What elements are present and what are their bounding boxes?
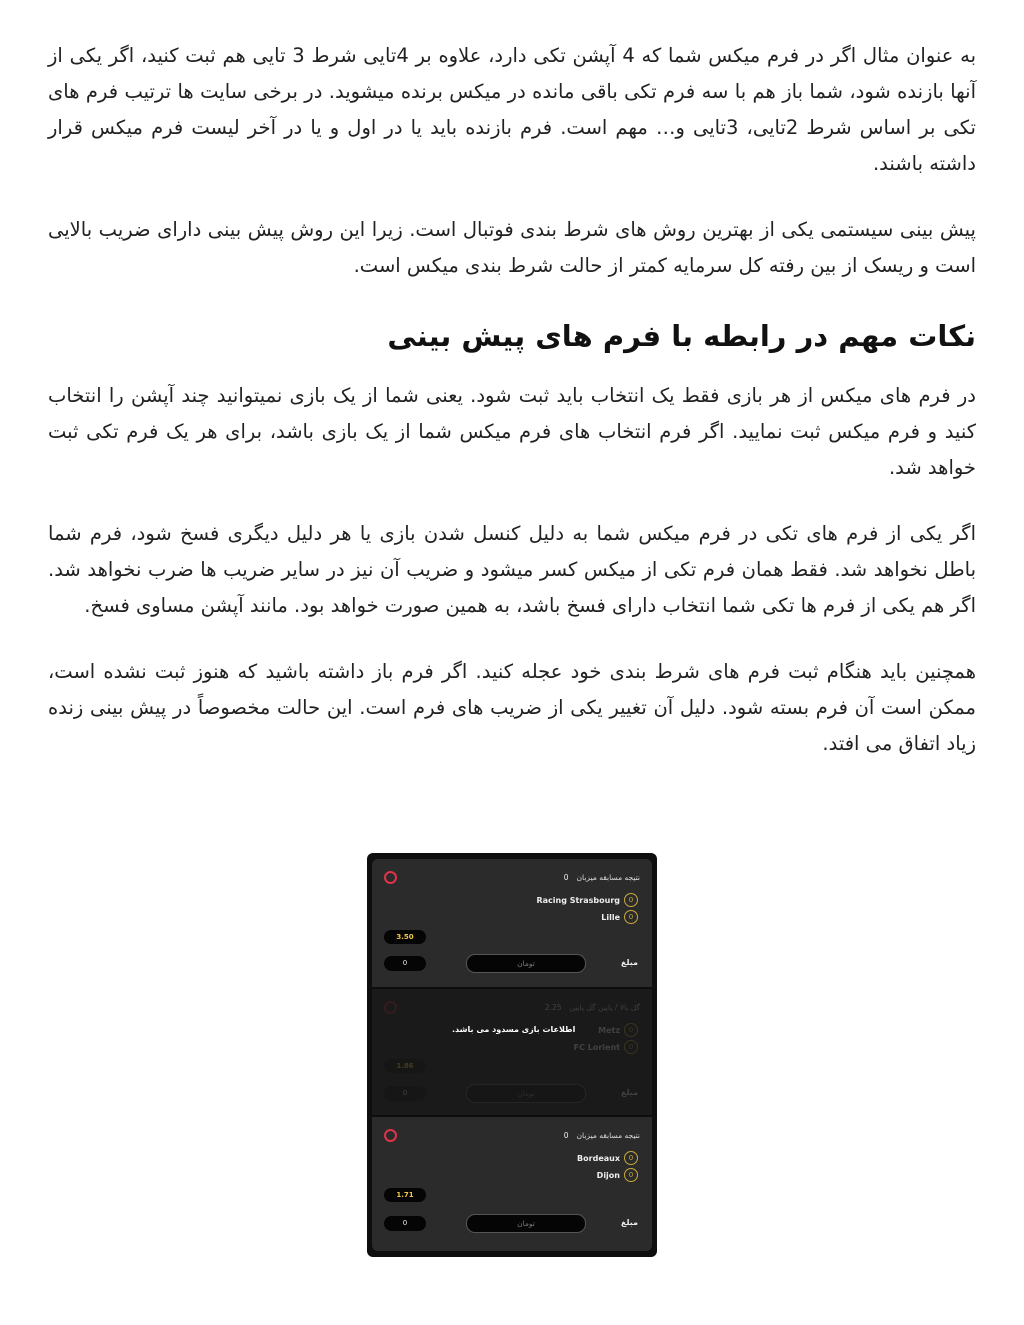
odds-badge: 1.71 xyxy=(384,1188,426,1202)
amount-label: مبلغ xyxy=(621,1218,638,1227)
paragraph-system-bet: پیش بینی سیستمی یکی از بهترین روش های شرط بندی فوتبال است. زیرا این روش پیش بینی دارای ضریب بالایی است و ریسک از بین رفته کل سرمایه کمتر از حالت شرط بندی میکس است. xyxy=(48,218,976,277)
score-badge: 0 xyxy=(624,910,638,924)
remove-icon xyxy=(384,1001,397,1014)
amount-label: مبلغ xyxy=(621,958,638,967)
team-away: Dijon 0 xyxy=(597,1168,638,1182)
betslip-screenshot xyxy=(367,853,657,1257)
remove-icon[interactable] xyxy=(384,871,397,884)
bet-card xyxy=(372,859,652,987)
amount-input[interactable]: تومان xyxy=(466,1214,586,1233)
remove-icon[interactable] xyxy=(384,1129,397,1142)
score-badge: 0 xyxy=(624,1040,638,1054)
stake-value: 0 xyxy=(384,1086,426,1101)
blocked-message: اطلاعات بازی مسدود می باشد. xyxy=(452,1025,576,1034)
odds-badge: 3.50 xyxy=(384,930,426,944)
bet-card xyxy=(372,1117,652,1251)
section-heading: نکات مهم در رابطه با فرم های پیش بینی xyxy=(387,319,976,353)
market-name: گل بالا / پایین گل پایین2.25 xyxy=(544,1003,640,1012)
stake-value: 0 xyxy=(384,1216,426,1231)
bet-card-blocked xyxy=(372,989,652,1115)
amount-input: تومان xyxy=(466,1084,586,1103)
amount-label: مبلغ xyxy=(621,1088,638,1097)
score-badge: 0 xyxy=(624,1151,638,1165)
stake-value: 0 xyxy=(384,956,426,971)
paragraph-mix-example: به عنوان مثال اگر در فرم میکس شما که 4 آپشن تکی دارد، علاوه بر 4تایی شرط 3 تایی هم ثبت کنید، اگر یکی از آنها بازنده شود، شما باز هم با سه فرم تکی باقی مانده در میکس برنده میشوید. در برخی سایت ها ترتیب فرم های تکی بر اساس شرط 2تایی، 3تایی و… مهم است. فرم بازنده باید یا در اول و یا در آخر لیست فرم میکس قرار داشته باشند. xyxy=(48,44,977,175)
amount-input[interactable]: تومان xyxy=(466,954,586,973)
score-badge: 0 xyxy=(624,1023,638,1037)
article-body xyxy=(48,38,976,792)
market-name: نتیجه مسابقه میزبان0 xyxy=(563,1131,640,1140)
market-name: نتیجه مسابقه میزبان0 xyxy=(563,873,640,882)
score-badge: 0 xyxy=(624,893,638,907)
score-badge: 0 xyxy=(624,1168,638,1182)
team-home: Metz 0 xyxy=(598,1023,638,1037)
odds-badge: 1.86 xyxy=(384,1059,426,1073)
team-home: Racing Strasbourg 0 xyxy=(536,893,638,907)
team-away: Lille 0 xyxy=(601,910,638,924)
paragraph-one-selection: در فرم های میکس از هر بازی فقط یک انتخاب باید ثبت شود. یعنی شما از یک بازی نمیتوانید چند آپشن را انتخاب کنید و فرم میکس ثبت نمایید. اگر فرم انتخاب های فرم میکس شما از یک بازی باشد، برای هر یک فرم تکی ثبت خواهد شد. xyxy=(48,384,976,479)
team-home: Bordeaux 0 xyxy=(577,1151,638,1165)
team-away: FC Lorient 0 xyxy=(574,1040,638,1054)
paragraph-hurry: همچنین باید هنگام ثبت فرم های شرط بندی خود عجله کنید. اگر فرم باز داشته باشید که هنوز ثبت نشده است، ممکن است آن فرم بسته شود. دلیل آن تغییر یکی از ضریب های فرم است. این حالت مخصوصاً در پیش بینی زنده زیاد اتفاق می افتد. xyxy=(48,660,976,755)
paragraph-cancelled-game: اگر یکی از فرم های تکی در فرم میکس شما به دلیل کنسل شدن بازی یا هر دلیل دیگری فسخ شود، فرم شما باطل نخواهد شد. فقط همان فرم تکی از میکس کسر میشود و ضریب آن نیز در سایر ضریب ها ضرب نخواهد شد. اگر هم یکی از فرم ها تکی شما انتخاب دارای فسخ باشد، به همین صورت خواهد بود. مانند آپشن مساوی فسخ. xyxy=(48,522,976,617)
